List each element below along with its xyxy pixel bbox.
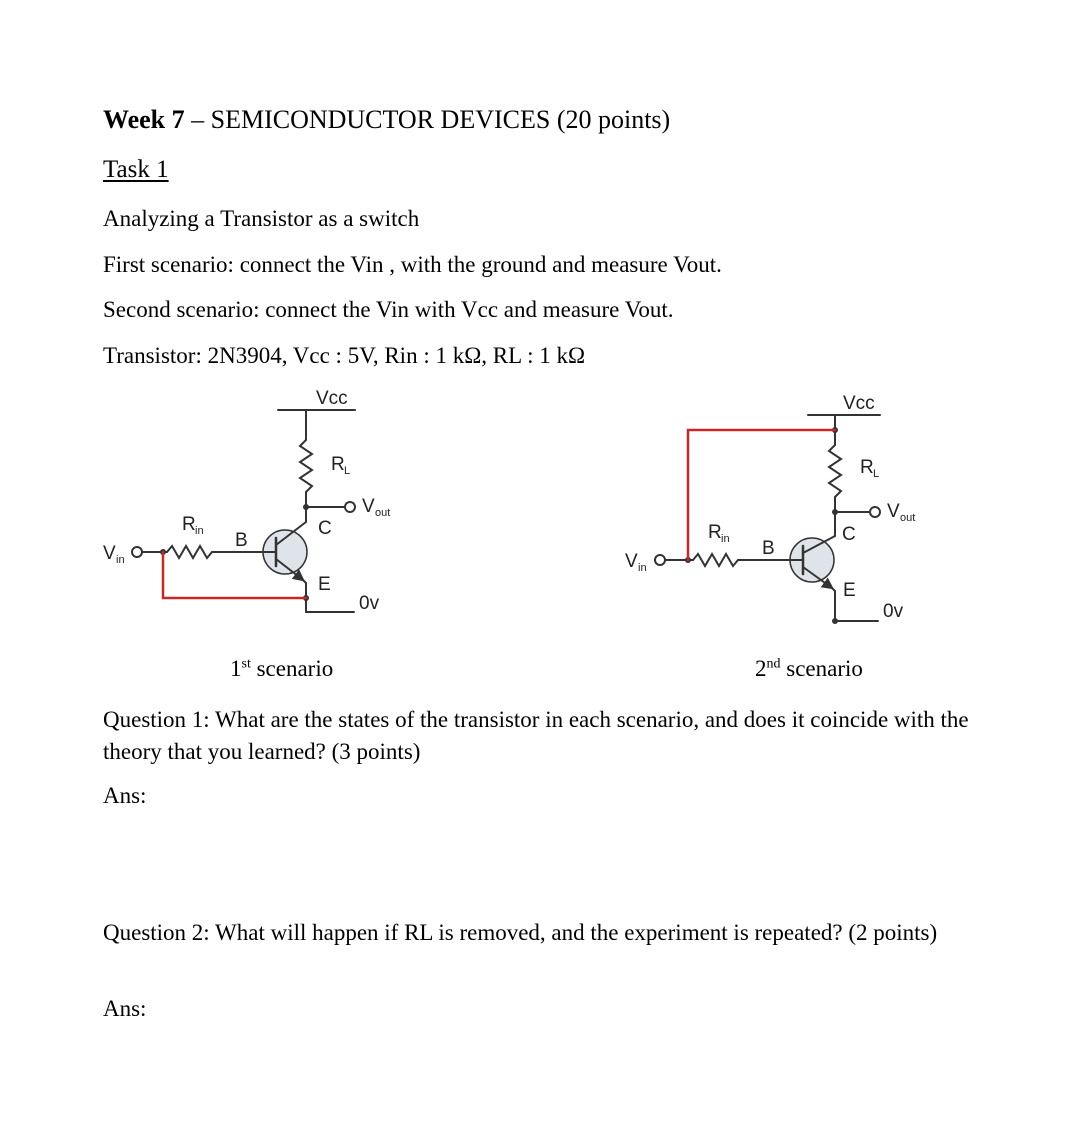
question-1: Question 1: What are the states of the transistor in each scenario, and does it coincide with the theory that you learned? (3 points): [103, 707, 969, 764]
vout-terminal: [345, 502, 355, 512]
scenario-1-instruction: First scenario: connect the Vin , with the ground and measure Vout.: [103, 252, 722, 277]
vout-subscript: out: [900, 512, 916, 524]
vin-label: V: [625, 551, 638, 572]
vin-subscript: in: [116, 554, 125, 566]
question-2: Question 2: What will happen if RL is removed, and the experiment is repeated? (2 points): [103, 920, 938, 945]
circuit-scenario-1: [103, 388, 390, 614]
collector-label: C: [842, 524, 856, 545]
rl-label: R: [860, 457, 874, 478]
component-specs: Transistor: 2N3904, Vcc : 5V, Rin : 1 kΩ, RL : 1 kΩ: [103, 343, 586, 368]
caption-scenario-2: 2nd scenario: [755, 656, 863, 681]
vin-label: V: [103, 543, 116, 564]
vin-terminal: [132, 547, 142, 557]
rl-label: R: [331, 454, 345, 475]
rin-label: R: [708, 522, 722, 543]
vin-terminal: [655, 555, 665, 565]
rin-subscript: in: [195, 525, 204, 537]
rl-subscript: L: [873, 468, 880, 480]
vcc-label: Vcc: [843, 393, 875, 414]
rin-label: R: [182, 514, 196, 535]
input-resistor: [693, 554, 738, 566]
vcc-label: Vcc: [316, 388, 348, 409]
circuit-scenario-2: [625, 393, 915, 624]
vout-label: V: [887, 501, 900, 522]
emitter-label: E: [318, 574, 331, 595]
scenario-2-instruction: Second scenario: connect the Vin with Vcc and measure Vout.: [103, 297, 674, 322]
base-label: B: [235, 530, 248, 551]
load-resistor: [829, 445, 841, 497]
vin-subscript: in: [638, 562, 647, 574]
intro-heading: Analyzing a Transistor as a switch: [103, 206, 420, 231]
load-resistor: [300, 440, 312, 492]
answer-2-label: Ans:: [103, 996, 147, 1021]
week-label: Week 7: [103, 105, 185, 134]
rin-subscript: in: [721, 533, 730, 545]
ground-label: 0v: [359, 593, 380, 614]
rl-subscript: L: [344, 465, 351, 477]
collector-label: C: [318, 518, 332, 539]
input-resistor: [167, 546, 212, 558]
vout-terminal: [870, 507, 880, 517]
vout-subscript: out: [375, 507, 391, 519]
caption-scenario-1: 1st scenario: [230, 656, 334, 681]
title-text: – SEMICONDUCTOR DEVICES (20 points): [184, 105, 671, 134]
base-label: B: [762, 538, 775, 559]
task-heading: Task 1: [103, 156, 169, 183]
ground-label: 0v: [883, 601, 904, 622]
vout-label: V: [362, 496, 375, 517]
answer-1-label: Ans:: [103, 783, 147, 808]
emitter-label: E: [843, 580, 856, 601]
